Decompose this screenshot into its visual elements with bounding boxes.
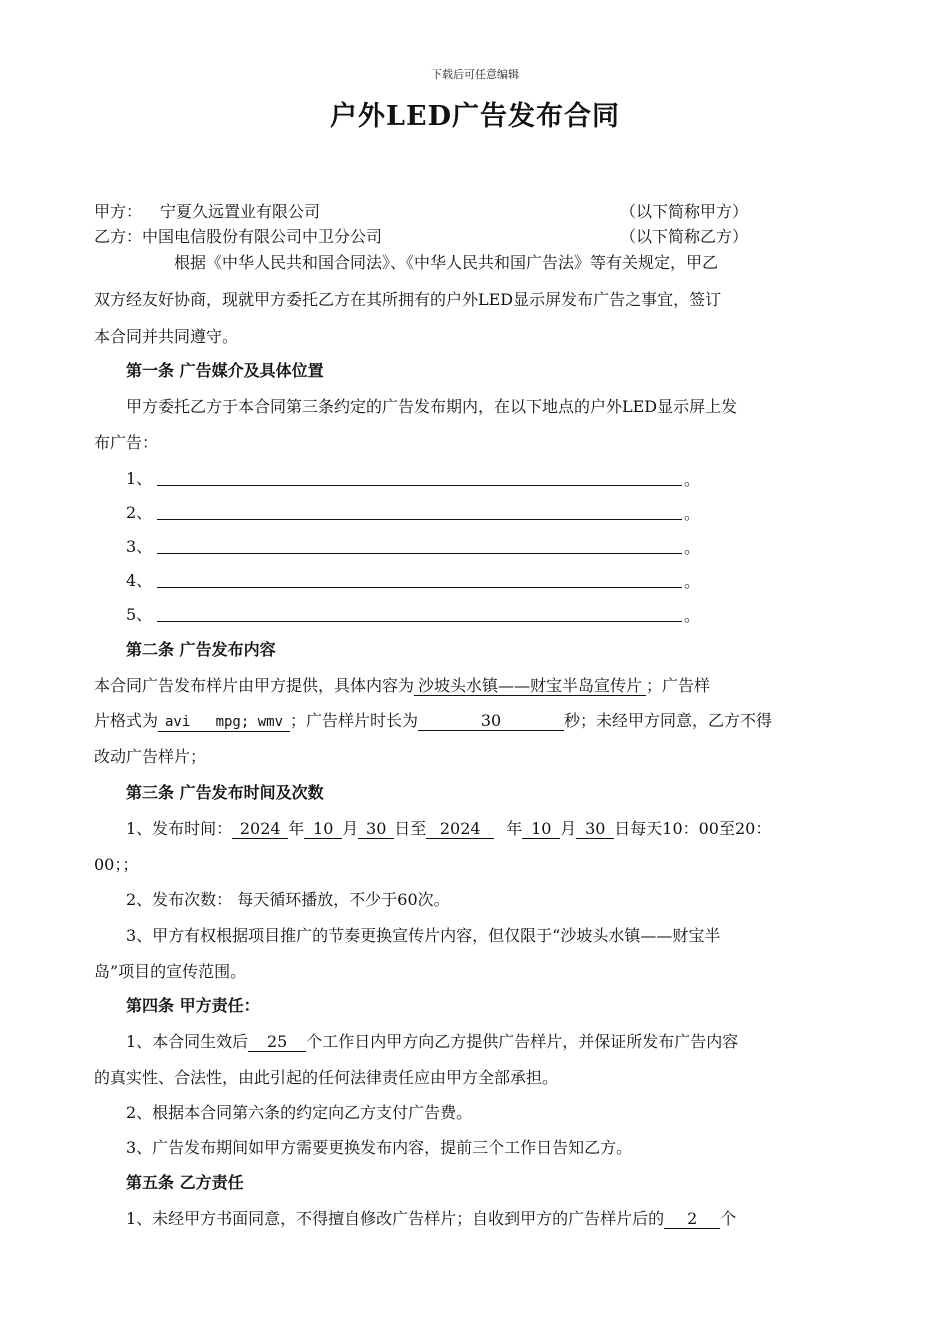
start-day-fill: 30 bbox=[358, 820, 394, 839]
article-5-text: 个 bbox=[720, 1209, 737, 1228]
article-2-text: ；广告样片时长为 bbox=[290, 711, 419, 730]
article-1-heading: 第一条 广告媒介及具体位置 bbox=[126, 361, 324, 380]
article-3-line-2: 00；； bbox=[94, 855, 139, 874]
article-3-heading: 第三条 广告发布时间及次数 bbox=[126, 783, 324, 802]
party-a-line bbox=[94, 202, 864, 222]
start-month-fill: 10 bbox=[304, 820, 342, 839]
article-2-text: 秒；未经甲方同意，乙方不得 bbox=[564, 711, 773, 730]
article-2-text: ；广告样 bbox=[646, 676, 711, 695]
article-2-heading: 第二条 广告发布内容 bbox=[126, 640, 276, 659]
start-year-fill: 2024 bbox=[232, 820, 288, 839]
article-4-line-1 bbox=[126, 1032, 896, 1052]
location-item-5-label: 5、 bbox=[126, 605, 153, 624]
location-item-2-label: 2、 bbox=[126, 503, 153, 522]
location-item-4-label: 4、 bbox=[126, 571, 153, 590]
end-day-fill: 30 bbox=[576, 820, 614, 839]
article-4-line-2: 的真实性、合法性，由此引起的任何法律责任应由甲方全部承担。 bbox=[94, 1068, 559, 1087]
month-unit: 月 bbox=[560, 819, 577, 838]
article-4-heading: 第四条 甲方责任： bbox=[126, 996, 260, 1015]
article-3-line-1 bbox=[126, 819, 896, 839]
party-a-name: 宁夏久远置业有限公司 bbox=[160, 202, 321, 221]
intro-line-2: 双方经友好协商，现就甲方委托乙方在其所拥有的户外LED显示屏发布广告之事宜，签订 bbox=[94, 290, 722, 309]
format-fill: avi mpg; wmv bbox=[158, 713, 290, 732]
location-item-5-end: 。 bbox=[684, 606, 701, 625]
article-1-text-1: 甲方委托乙方于本合同第三条约定的广告发布期内，在以下地点的户外LED显示屏上发 bbox=[126, 397, 738, 416]
intro-line-1: 根据《中华人民共和国合同法》、《中华人民共和国广告法》等有关规定，甲乙 bbox=[174, 253, 719, 272]
article-4-line-3: 2、根据本合同第六条的约定向乙方支付广告费。 bbox=[126, 1103, 473, 1122]
location-item-3-end: 。 bbox=[684, 538, 701, 557]
location-item-3-blank bbox=[157, 553, 682, 554]
location-item-1-blank bbox=[157, 485, 682, 486]
article-4-line-4: 3、广告发布期间如甲方需要更换发布内容，提前三个工作日告知乙方。 bbox=[126, 1138, 633, 1157]
article-4-text: 1、本合同生效后 bbox=[126, 1032, 249, 1051]
location-item-2-end: 。 bbox=[684, 504, 701, 523]
article-5-text: 1、未经甲方书面同意，不得擅自修改广告样片；自收到甲方的广告样片后的 bbox=[126, 1209, 665, 1228]
month-unit: 月 bbox=[342, 819, 359, 838]
location-item-5-blank bbox=[157, 621, 682, 622]
workdays-fill: 25 bbox=[248, 1033, 306, 1052]
article-3-line-4: 3、甲方有权根据项目推广的节奏更换宣传片内容，但仅限于“沙坡头水镇——财宝半 bbox=[126, 926, 721, 945]
party-a-label: 甲方： bbox=[94, 202, 143, 221]
party-b-line bbox=[94, 227, 864, 247]
party-a-note: （以下简称甲方） bbox=[620, 202, 749, 221]
end-month-fill: 10 bbox=[522, 820, 560, 839]
party-b-note: （以下简称乙方） bbox=[620, 227, 749, 246]
location-item-1-label: 1、 bbox=[126, 469, 153, 488]
year-unit: 年 bbox=[506, 819, 523, 838]
location-item-2-blank bbox=[157, 519, 682, 520]
party-b-name: 中国电信股份有限公司中卫分公司 bbox=[142, 227, 383, 246]
duration-fill: 30 bbox=[418, 712, 564, 731]
end-year-fill: 2024 bbox=[426, 820, 494, 839]
article-4-text: 个工作日内甲方向乙方提供广告样片，并保证所发布广告内容 bbox=[306, 1032, 739, 1051]
article-2-text: 本合同广告发布样片由甲方提供，具体内容为 bbox=[94, 676, 415, 695]
party-b-label: 乙方： bbox=[94, 227, 143, 246]
content-fill: 沙坡头水镇——财宝半岛宣传片 bbox=[414, 677, 646, 696]
article-1-text-2: 布广告： bbox=[94, 433, 159, 452]
year-unit: 年 bbox=[288, 819, 305, 838]
days-fill: 2 bbox=[664, 1210, 720, 1229]
article-3-line-5: 岛”项目的宣传范围。 bbox=[94, 962, 247, 981]
article-2-text: 片格式为 bbox=[94, 711, 159, 730]
article-5-line-1 bbox=[126, 1209, 896, 1229]
publish-time-label: 1、发布时间： bbox=[126, 819, 233, 838]
location-item-4-blank bbox=[157, 587, 682, 588]
location-item-1-end: 。 bbox=[684, 470, 701, 489]
daily-hours-text: 日每天10：00至20： bbox=[614, 819, 772, 838]
header-note: 下载后可任意编辑 bbox=[431, 68, 519, 81]
page-title: 户外LED广告发布合同 bbox=[330, 101, 620, 132]
location-item-4-end: 。 bbox=[684, 572, 701, 591]
location-item-3-label: 3、 bbox=[126, 537, 153, 556]
article-2-line-3: 改动广告样片； bbox=[94, 747, 207, 766]
article-3-line-3: 2、发布次数： 每天循环播放，不少于60次。 bbox=[126, 890, 450, 909]
intro-line-3: 本合同并共同遵守。 bbox=[94, 327, 239, 346]
day-to-unit: 日至 bbox=[394, 819, 427, 838]
article-5-heading: 第五条 乙方责任 bbox=[126, 1173, 244, 1192]
article-2-line-2 bbox=[94, 711, 864, 732]
article-2-line-1 bbox=[94, 676, 864, 696]
